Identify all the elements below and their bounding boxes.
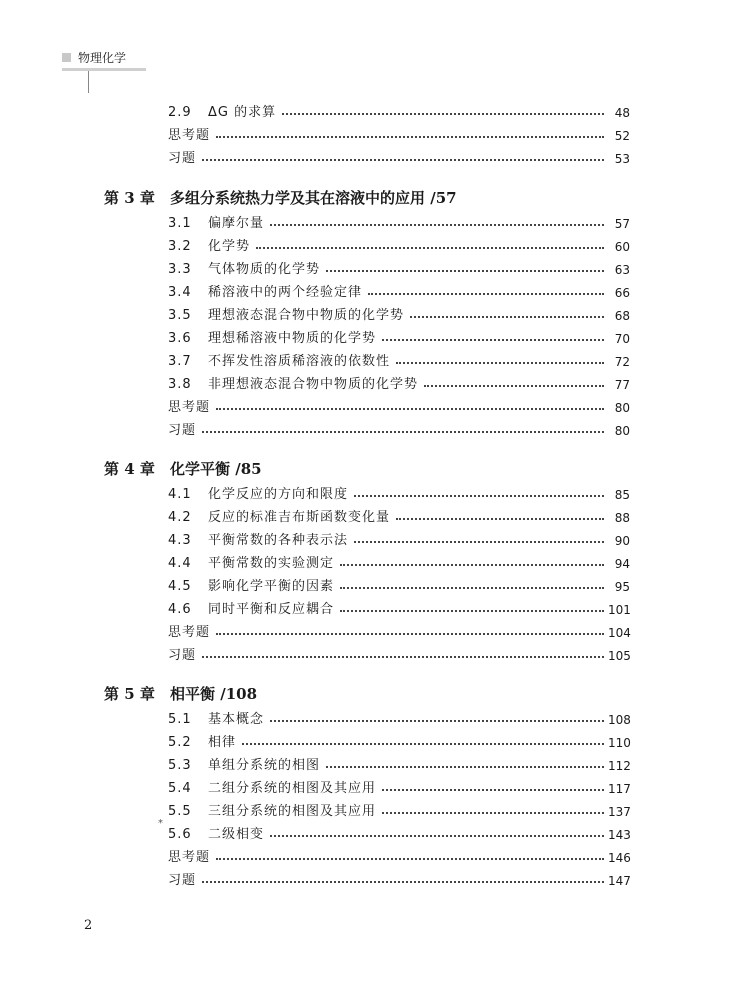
header-rule — [62, 68, 146, 71]
toc-entry-number: 3.7 — [168, 354, 192, 369]
toc-entry[interactable] — [168, 728, 630, 750]
header-square-icon — [62, 53, 71, 62]
dot-leader — [396, 518, 604, 520]
toc-entry-number: 4.1 — [168, 487, 192, 502]
dot-leader — [382, 339, 604, 341]
toc-entry-title: 思考题 — [168, 400, 211, 415]
toc-entry-number: 4.5 — [168, 579, 192, 594]
toc-entry-number: 4.2 — [168, 510, 192, 525]
toc-entry-page: 66 — [614, 286, 630, 300]
toc-entry-page: 117 — [608, 782, 631, 796]
toc-entry-number: 3.1 — [168, 216, 192, 231]
toc-entry-page: 70 — [614, 332, 630, 346]
toc-entry-page: 104 — [608, 626, 631, 640]
toc-entry[interactable] — [168, 774, 630, 796]
dot-leader — [382, 789, 604, 791]
toc-entry-title: ΔG 的求算 — [208, 105, 277, 120]
page-number: 2 — [84, 918, 93, 933]
toc-entry-title: 理想液态混合物中物质的化学势 — [208, 308, 405, 323]
toc-entry-title: 化学势 — [208, 239, 251, 254]
toc-entry[interactable] — [168, 866, 630, 888]
toc-entry-title: 习题 — [168, 423, 197, 438]
toc-entry-title: 习题 — [168, 151, 197, 166]
toc-entry-title: 二级相变 — [208, 827, 265, 842]
toc-entry-title: 三组分系统的相图及其应用 — [208, 804, 377, 819]
toc-entry-page: 57 — [614, 217, 630, 231]
toc-entry-title: 平衡常数的各种表示法 — [208, 533, 349, 548]
toc-entry[interactable] — [168, 393, 630, 415]
toc-entry-title: 习题 — [168, 648, 197, 663]
chapter-title: 化学平衡 /85 — [170, 460, 262, 478]
dot-leader — [270, 720, 604, 722]
toc-entry-title: 偏摩尔量 — [208, 216, 265, 231]
toc-entry-title: 不挥发性溶质稀溶液的依数性 — [208, 354, 391, 369]
chapter-title: 相平衡 /108 — [170, 685, 258, 703]
chapter-heading[interactable] — [104, 455, 262, 479]
toc-entry-page: 77 — [614, 378, 630, 392]
toc-entry[interactable] — [168, 480, 630, 502]
toc-entry[interactable] — [168, 751, 630, 773]
toc-entry[interactable] — [168, 549, 630, 571]
toc-entry[interactable] — [168, 797, 630, 819]
dot-leader — [354, 495, 604, 497]
toc-entry[interactable] — [168, 121, 630, 143]
chapter-heading[interactable] — [104, 680, 257, 704]
toc-entry-number: 5.4 — [168, 781, 192, 796]
dot-leader — [340, 564, 604, 566]
toc-entry-page: 63 — [614, 263, 630, 277]
dot-leader — [242, 743, 604, 745]
dot-leader — [270, 835, 604, 837]
toc-entry-page: 137 — [608, 805, 631, 819]
dot-leader — [340, 610, 604, 612]
toc-entry[interactable] — [168, 595, 630, 617]
chapter-title: 多组分系统热力学及其在溶液中的应用 /57 — [170, 189, 457, 207]
toc-entry-title: 化学反应的方向和限度 — [208, 487, 349, 502]
dot-leader — [202, 431, 604, 433]
dot-leader — [410, 316, 604, 318]
dot-leader — [202, 159, 604, 161]
toc-entry-page: 72 — [614, 355, 630, 369]
toc-entry-title: 单组分系统的相图 — [208, 758, 321, 773]
toc-entry[interactable] — [168, 209, 630, 231]
toc-entry-page: 80 — [614, 401, 630, 415]
dot-leader — [368, 293, 604, 295]
toc-entry-page: 146 — [608, 851, 631, 865]
dot-leader — [424, 385, 604, 387]
toc-entry-page: 68 — [614, 309, 630, 323]
toc-entry[interactable] — [168, 503, 630, 525]
toc-entry-page: 53 — [614, 152, 630, 166]
toc-entry-title: 思考题 — [168, 128, 211, 143]
toc-entry[interactable] — [168, 301, 630, 323]
toc-entry[interactable] — [168, 278, 630, 300]
toc-entry-page: 80 — [614, 424, 630, 438]
toc-entry-page: 85 — [614, 488, 630, 502]
toc-entry[interactable] — [168, 347, 630, 369]
toc-entry-number: 3.5 — [168, 308, 192, 323]
toc-entry-page: 94 — [614, 557, 630, 571]
chapter-label: 第 5 章 — [104, 685, 155, 703]
toc-entry-title: 气体物质的化学势 — [208, 262, 321, 277]
dot-leader — [216, 408, 604, 410]
toc-entry-page: 101 — [608, 603, 631, 617]
toc-entry[interactable] — [168, 232, 630, 254]
toc-entry-number: 5.3 — [168, 758, 192, 773]
toc-entry-number: 5.1 — [168, 712, 192, 727]
toc-entry-number: 5.5 — [168, 804, 192, 819]
toc-entry[interactable] — [168, 705, 630, 727]
toc-entry-title: 思考题 — [168, 850, 211, 865]
toc-entry-title: 稀溶液中的两个经验定律 — [208, 285, 363, 300]
dot-leader — [326, 766, 604, 768]
toc-entry-number: 3.8 — [168, 377, 192, 392]
toc-entry-page: 52 — [614, 129, 630, 143]
toc-entry-title: 相律 — [208, 735, 237, 750]
toc-entry-number: 4.3 — [168, 533, 192, 548]
toc-entry-number: 2.9 — [168, 105, 192, 120]
toc-entry-title: 理想稀溶液中物质的化学势 — [208, 331, 377, 346]
toc-entry-title: 同时平衡和反应耦合 — [208, 602, 335, 617]
dot-leader — [354, 541, 604, 543]
toc-entry-page: 143 — [608, 828, 631, 842]
dot-leader — [256, 247, 604, 249]
dot-leader — [216, 136, 604, 138]
toc-entry-number: 3.2 — [168, 239, 192, 254]
toc-entry[interactable] — [168, 843, 630, 865]
chapter-label: 第 4 章 — [104, 460, 155, 478]
toc-entry-title: 反应的标准吉布斯函数变化量 — [208, 510, 391, 525]
toc-entry-title: 平衡常数的实验测定 — [208, 556, 335, 571]
toc-entry[interactable] — [168, 370, 630, 392]
chapter-label: 第 3 章 — [104, 189, 155, 207]
toc-entry[interactable] — [168, 526, 630, 548]
toc-entry-page: 90 — [614, 534, 630, 548]
toc-entry-title: 思考题 — [168, 625, 211, 640]
toc-entry-page: 60 — [614, 240, 630, 254]
toc-entry-title: 非理想液态混合物中物质的化学势 — [208, 377, 419, 392]
toc-entry-title: 二组分系统的相图及其应用 — [208, 781, 377, 796]
toc-entry[interactable] — [168, 98, 630, 120]
optional-section-marker: * — [158, 818, 163, 829]
toc-entry-number: 4.6 — [168, 602, 192, 617]
toc-entry[interactable] — [168, 618, 630, 640]
toc-entry[interactable] — [168, 144, 630, 166]
toc-entry-page: 95 — [614, 580, 630, 594]
dot-leader — [270, 224, 604, 226]
toc-entry[interactable] — [168, 820, 630, 842]
dot-leader — [340, 587, 604, 589]
toc-entry-number: 3.4 — [168, 285, 192, 300]
toc-entry-page: 88 — [614, 511, 630, 525]
dot-leader — [216, 633, 604, 635]
header-vertical-rule — [88, 71, 89, 93]
dot-leader — [382, 812, 604, 814]
dot-leader — [282, 113, 604, 115]
toc-entry[interactable] — [168, 416, 630, 438]
toc-entry-page: 108 — [608, 713, 631, 727]
toc-entry-page: 147 — [608, 874, 631, 888]
toc-entry[interactable] — [168, 324, 630, 346]
toc-entry-title: 影响化学平衡的因素 — [208, 579, 335, 594]
toc-entry-number: 3.3 — [168, 262, 192, 277]
toc-entry-page: 112 — [608, 759, 631, 773]
toc-entry-page: 48 — [614, 106, 630, 120]
dot-leader — [202, 881, 604, 883]
toc-entry-title: 习题 — [168, 873, 197, 888]
toc-entry-number: 5.6 — [168, 827, 192, 842]
toc-entry-page: 105 — [608, 649, 631, 663]
dot-leader — [396, 362, 604, 364]
toc-entry-number: 4.4 — [168, 556, 192, 571]
chapter-heading[interactable] — [104, 184, 457, 208]
running-header — [62, 48, 152, 92]
dot-leader — [216, 858, 604, 860]
toc-entry-title: 基本概念 — [208, 712, 265, 727]
toc-entry[interactable] — [168, 572, 630, 594]
toc-entry-page: 110 — [608, 736, 631, 750]
header-title: 物理化学 — [78, 51, 127, 65]
toc-entry-number: 5.2 — [168, 735, 192, 750]
dot-leader — [326, 270, 604, 272]
toc-entry[interactable] — [168, 641, 630, 663]
toc-entry[interactable] — [168, 255, 630, 277]
dot-leader — [202, 656, 604, 658]
toc-entry-number: 3.6 — [168, 331, 192, 346]
